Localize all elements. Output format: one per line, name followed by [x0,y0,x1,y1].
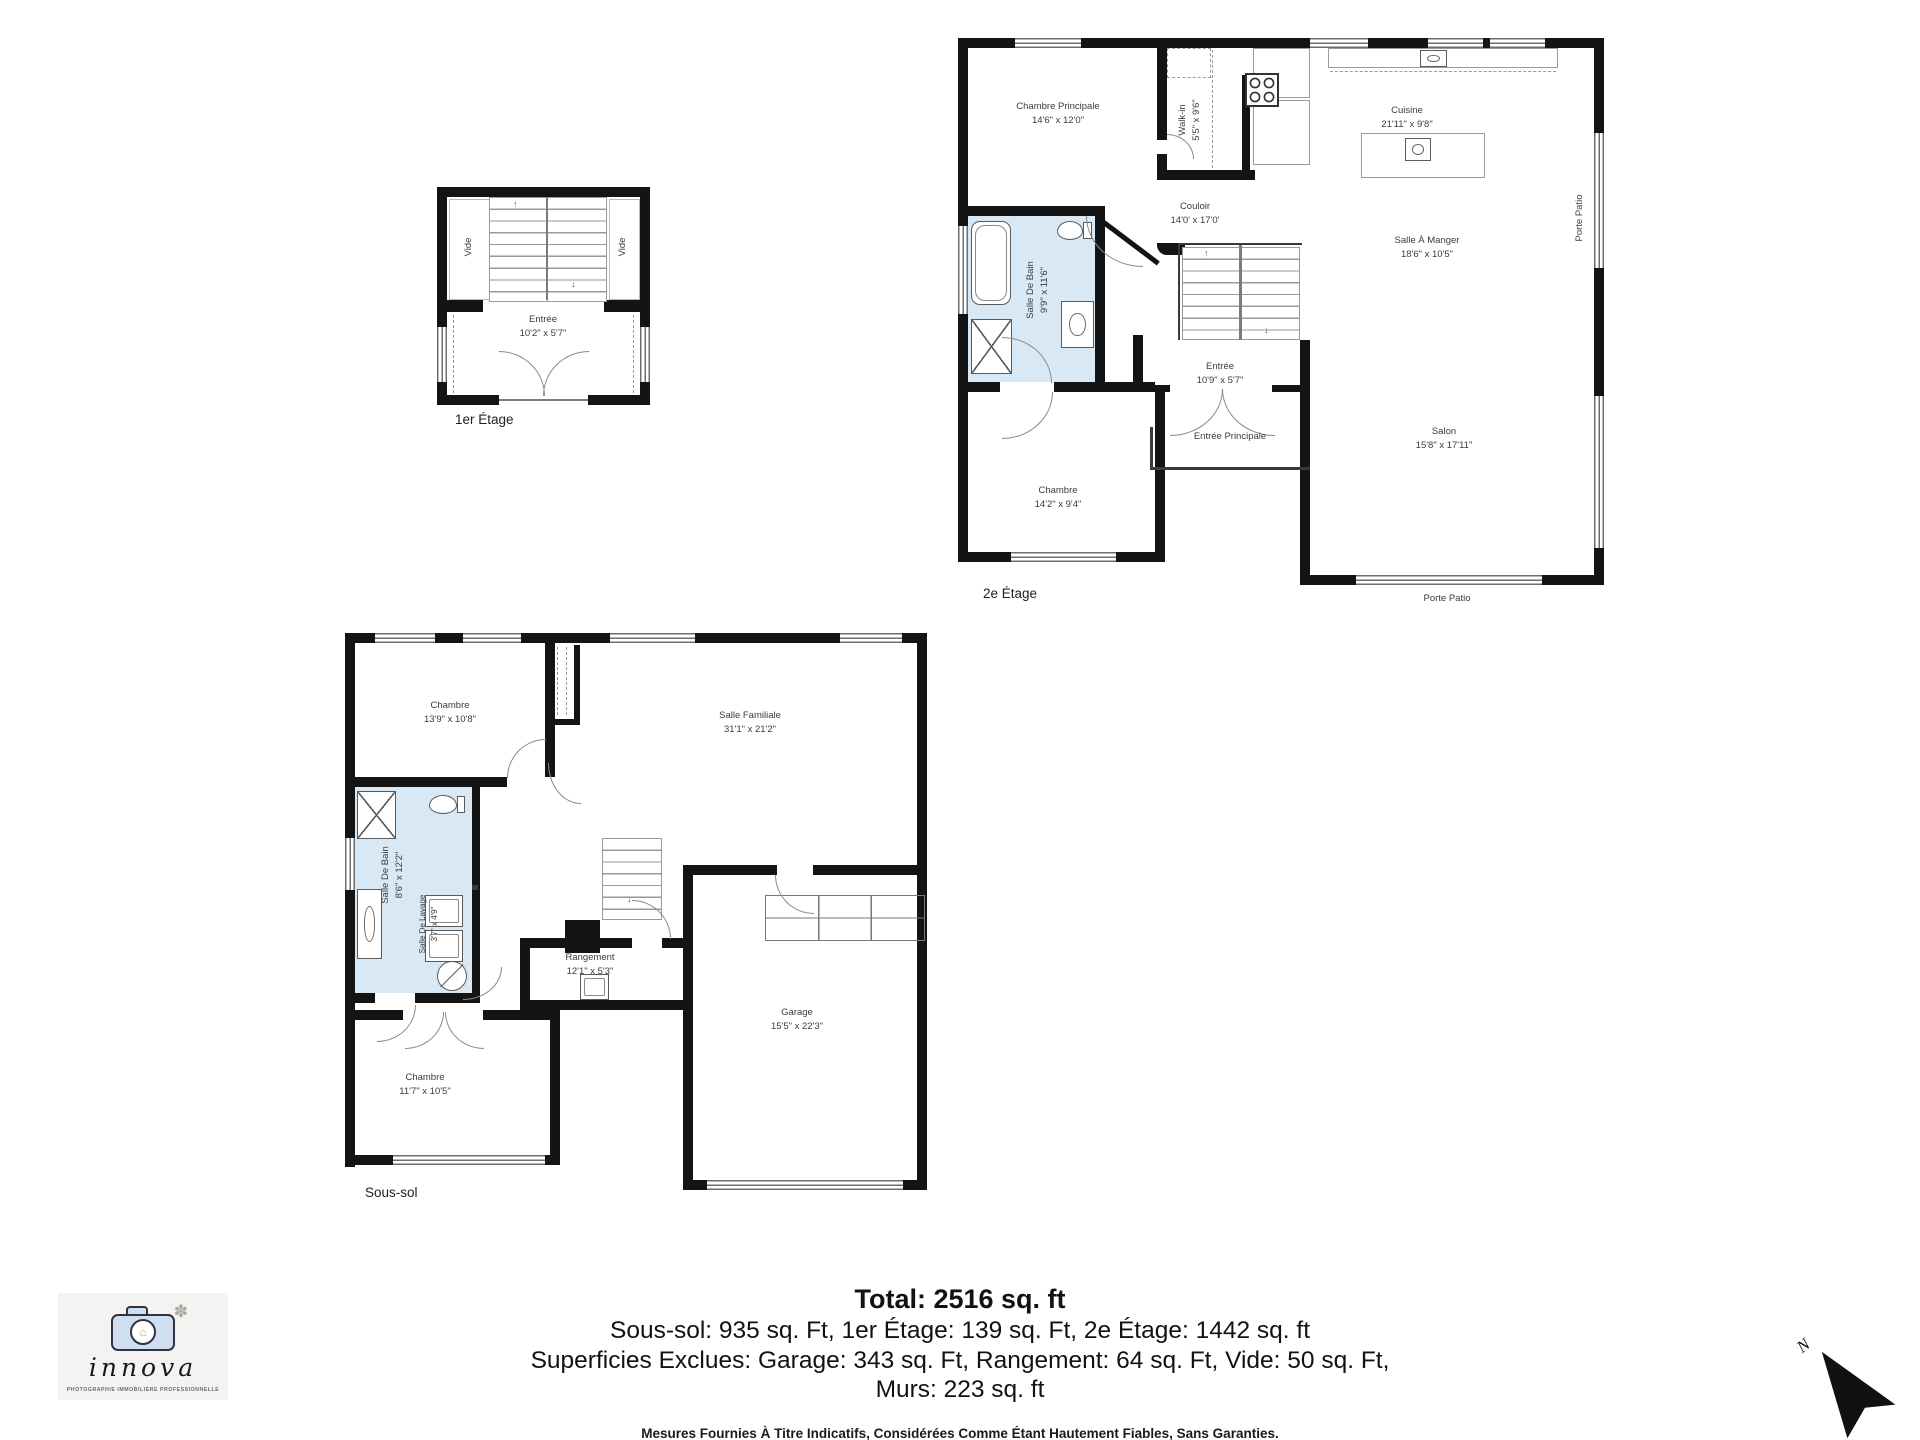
floor-title-second: 2e Étage [983,586,1038,601]
wall [520,1000,693,1010]
stairs [1182,247,1241,340]
stairs-up-arrow: ↑ [513,199,518,209]
toilet-icon [429,795,457,814]
room-label-salle-a-manger: Salle À Manger 18'6" x 10'5" [1394,235,1460,261]
door-arc [1222,389,1275,436]
window [1015,38,1081,48]
window [437,327,447,382]
room-label-rangement: Rangement 12'1" x 5'3" [565,952,615,978]
counter-dash [1330,71,1556,72]
window [393,1155,545,1165]
bathtub-icon [971,221,1011,305]
camera-icon [111,1302,188,1353]
floor-plan-second: ↑ ↓ Chambre Principale 14'6" x 12'0" Walk-in 5'5" x 9'6" Cuisine 21'11" x 9'8" Couloir 14'0' x 17'0' Salle À Manger 18'6" x 10'5" Salle De Bain 9'9" x 11'6" Entrée 10'9" x 5'7" Entrée Principale Chambre 14'2" x 9'4" Salon 15'8" x 17'11" Porte Patio Porte Patio 2e Étage [958,38,1604,613]
chimney-block [565,920,600,953]
stairs-down-arrow: ↓ [627,894,632,904]
floor-title-first: 1er Étage [455,412,514,427]
wall [1300,340,1310,575]
floor-title-basement: Sous-sol [365,1185,418,1200]
patio-door-right [1594,133,1604,268]
window [958,226,968,314]
flower-icon: ✽ [173,1302,188,1321]
wall [437,197,447,300]
kitchen-sink-icon [1420,50,1447,67]
shower-icon [357,791,396,839]
room-label-chambre-principale: Chambre Principale 14'6" x 12'0" [1016,101,1100,127]
room-label-chambre: Chambre 14'2" x 9'4" [1034,485,1082,511]
window [840,633,902,643]
closet-dash [453,315,454,393]
door-arc [499,351,545,396]
wall [1143,385,1170,392]
north-arrow-icon [1817,1350,1897,1440]
stairs-down-arrow: ↓ [571,279,576,289]
closet-dash [557,647,558,715]
stove-icon [1245,73,1279,107]
closet-dash [566,647,567,715]
walkin-shelf [1167,48,1211,78]
wall [545,643,555,777]
wall [1272,385,1300,392]
kitchen-cabinet [1253,100,1310,165]
window [640,327,650,382]
wall [1155,390,1165,562]
toilet-tank-icon [457,796,465,813]
excluded-areas: Superficies Exclues: Garage: 343 sq. Ft, Rangement: 64 sq. Ft, Vide: 50 sq. Ft, [530,1346,1390,1374]
room-label-chambre-bottom: Chambre 11'7" x 10'5" [399,1072,451,1098]
wall [437,187,650,197]
wall [640,197,650,300]
room-label-couloir: Couloir 14'0' x 17'0' [1170,201,1220,227]
stair-divider [1239,245,1242,340]
wall [813,865,917,875]
wall [1133,335,1143,392]
total-area: Total: 2516 sq. ft [854,1284,1066,1314]
wall [345,643,355,1167]
door-arc [405,1012,444,1049]
patio-door-bottom [1356,575,1542,585]
room-label-chambre-top: Chambre 13'9" x 10'8" [423,700,477,726]
room-label-cuisine: Cuisine 21'11" x 9'8" [1381,105,1433,131]
window [463,633,521,643]
wall [345,777,507,787]
stair-wall [1178,243,1180,340]
closet-dash [633,315,634,393]
window [375,633,435,643]
wall [588,395,650,405]
room-label-entree-principale: Entrée Principale [1193,431,1267,442]
floor-plan-first: ↑ ↓ Vide Vide Entrée 10'2" x 5'7" 1er Étage [437,187,650,437]
door-arc [1002,392,1053,439]
wall [683,865,693,1190]
wall [574,645,580,725]
floor-plan-basement: ↓ Chambre 13'9" x 10'8" Salle Familiale 31'1" x 21'2" Salle De Bain 8'6" x 12'2" Salle De Lavage 3'7" x 4'9" Rangement 12'1" x 5'3" Garage 15'5" x 22'3" Chambre 11'7" x 10'5" Sous-sol [345,633,927,1208]
stairs [1241,247,1300,340]
door-arc [463,967,502,1000]
label-porte-patio-bottom: Porte Patio [1423,593,1471,604]
wall [472,787,480,993]
wall [1157,170,1255,180]
room-label-garage: Garage 15'5" x 22'3" [770,1007,824,1033]
door-arc [632,900,671,939]
window [345,838,355,890]
wall [545,719,580,725]
vanity-sink-icon [1061,301,1094,348]
garage-door [707,1180,903,1190]
walkin-dash [1212,50,1213,168]
logo-tagline: PHOTOGRAPHIE IMMOBILIÈRE PROFESSIONNELLE [66,1387,220,1393]
window [1428,38,1483,48]
wall [550,1010,560,1157]
wall [958,206,1103,216]
wall [958,382,1000,392]
logo-name: innova [88,1353,198,1382]
innova-logo [58,1293,228,1400]
toilet-icon [1057,221,1083,240]
door-arc [548,763,581,804]
floor-areas: Sous-sol: 935 sq. Ft, 1er Étage: 139 sq. Ft, 2e Étage: 1442 sq. ft [609,1317,1311,1345]
wall [437,300,483,312]
area-summary [0,1283,1920,1440]
porch-wall [1150,467,1310,470]
stairs-down-arrow: ↓ [1264,325,1269,335]
island-sink-icon [1405,138,1431,161]
window [1011,552,1116,562]
window [1594,396,1604,548]
wall [1157,48,1167,140]
wall [604,300,650,312]
wall [693,865,777,875]
porch-wall [1150,427,1153,470]
stairs [489,197,549,302]
wall [345,993,375,1003]
door-arc [543,351,589,396]
north-label: N [1793,1334,1814,1357]
room-label-salon: Salon 15'8" x 17'11" [1415,426,1473,452]
stair-divider [546,197,548,300]
window [1310,38,1368,48]
stairs-up-arrow: ↑ [1204,248,1209,258]
walls-area: Murs: 223 sq. ft [875,1376,1045,1404]
stairs [547,197,607,302]
camera-lens-house-icon: ⌂ [130,1319,156,1345]
room-label-entree: Entrée 10'9" x 5'7" [1196,361,1244,387]
room-label-salle-familiale: Salle Familiale 31'1" x 21'2" [719,710,781,736]
wall [483,1010,560,1020]
wall [437,395,499,405]
door-arc [1170,389,1223,436]
window [1490,38,1545,48]
wall [662,938,683,948]
door-arc [507,739,546,778]
north-compass [1795,1332,1913,1440]
window [610,633,695,643]
disclaimer: Mesures Fournies À Titre Indicatifs, Considérées Comme Étant Hautement Fiables, Sans Garanties. [641,1425,1279,1440]
room-label-entree: Entrée 10'2" x 5'7" [519,314,567,340]
door-threshold [499,399,588,401]
door-arc [445,1012,484,1049]
